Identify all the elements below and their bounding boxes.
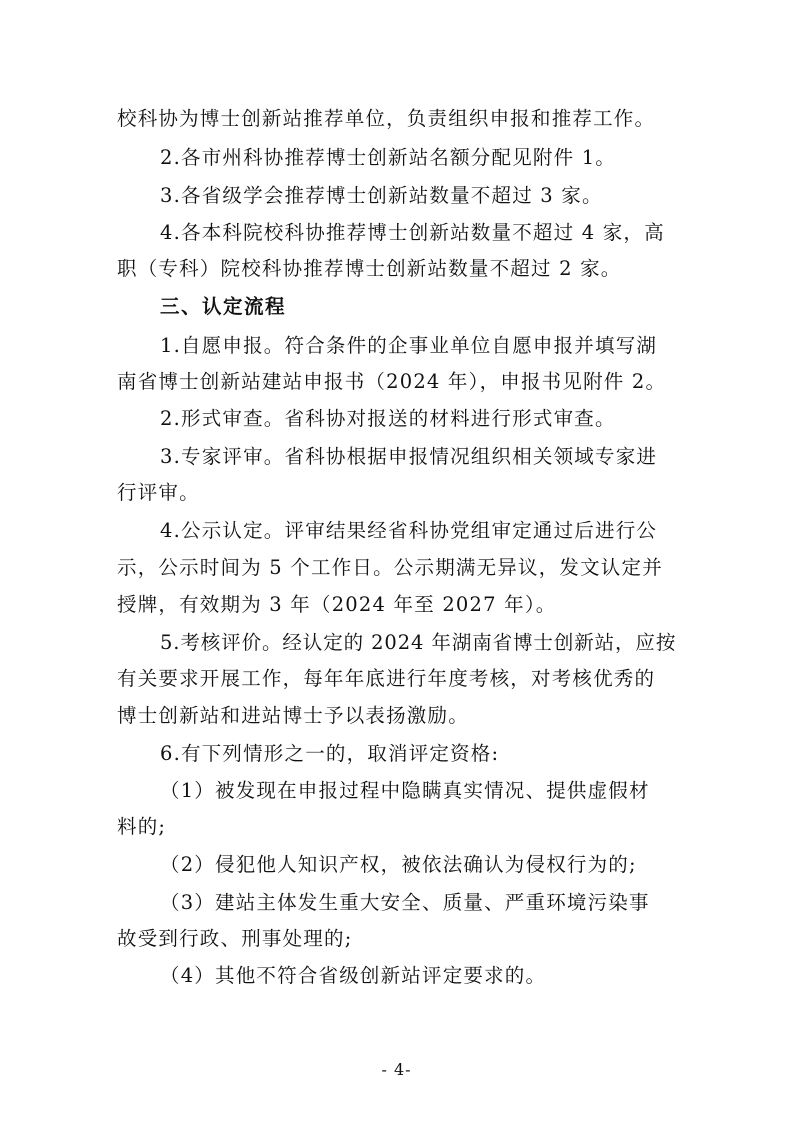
paragraph-line: （4）其他不符合省级创新站评定要求的。: [160, 964, 547, 987]
paragraph-line: 料的;: [117, 815, 167, 838]
paragraph-line: 故受到行政、刑事处理的;: [117, 927, 353, 950]
paragraph-line: 2.形式审查。省科协对报送的材料进行形式审查。: [160, 407, 616, 430]
paragraph-line: 有关要求开展工作，每年年底进行年度考核，对考核优秀的: [117, 667, 656, 690]
paragraph-line: 6.有下列情形之一的，取消评定资格:: [160, 742, 500, 765]
paragraph-line: 示，公示时间为 5 个工作日。公示期满无异议，发文认定并: [117, 556, 663, 579]
paragraph-line: （2）侵犯他人知识产权，被依法确认为侵权行为的;: [160, 853, 637, 876]
paragraph-line: （1）被发现在申报过程中隐瞒真实情况、提供虚假材: [160, 779, 650, 802]
paragraph-line: （3）建站主体发生重大安全、质量、严重环境污染事: [160, 891, 650, 914]
paragraph-line: 授牌，有效期为 3 年（2024 年至 2027 年）。: [117, 593, 557, 616]
page-number: - 4-: [381, 1060, 412, 1079]
paragraph-line: 职（专科）院校科协推荐博士创新站数量不超过 2 家。: [117, 257, 622, 280]
paragraph-line: 2.各市州科协推荐博士创新站名额分配见附件 1。: [160, 146, 617, 169]
paragraph-line: 博士创新站和进站博士予以表扬激励。: [117, 704, 469, 727]
paragraph-line: 南省博士创新站建站申报书（2024 年），申报书见附件 2。: [117, 370, 667, 393]
paragraph-line: 3.各省级学会推荐博士创新站数量不超过 3 家。: [160, 184, 603, 207]
section-heading: 三、认定流程: [160, 295, 287, 318]
paragraph-line: 校科协为博士创新站推荐单位，负责组织申报和推荐工作。: [117, 107, 656, 130]
paragraph-line: 1.自愿申报。符合条件的企事业单位自愿申报并填写湖: [160, 334, 658, 357]
paragraph-line: 4.公示认定。评审结果经省科协党组审定通过后进行公: [160, 519, 658, 542]
paragraph-line: 5.考核评价。经认定的 2024 年湖南省博士创新站，应按: [160, 631, 677, 654]
paragraph-line: 4.各本科院校科协推荐博士创新站数量不超过 4 家，高: [160, 221, 665, 244]
paragraph-line: 3.专家评审。省科协根据申报情况组织相关领域专家进: [160, 445, 658, 468]
paragraph-line: 行评审。: [117, 481, 200, 504]
